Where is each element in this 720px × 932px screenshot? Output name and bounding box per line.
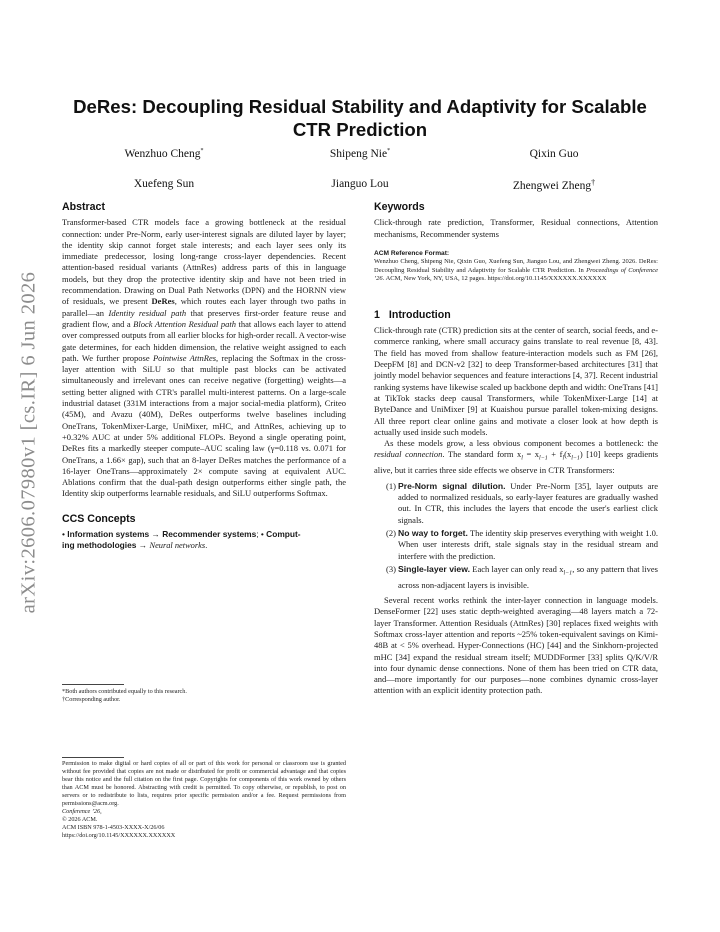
- list-item: (1) Pre-Norm signal dilution. Under Pre-Norm [35], layer outputs are added to normalized residuals, so early-layer features are gradually washed out. In CTR, this includes the layers that encode the user's earliest click signals.: [386, 480, 658, 525]
- permission-notice: Permission to make digital or hard copies of all or part of this work for personal or classroom use is granted without fee provided that copies are not made or distributed for profit or commercial advantage and that copies bear this notice and the full citation on the first page. Copyrights for components of this work owned by others than ACM must be honored. Abstracting with credit is permitted. To copy otherwise, or republish, to post on servers or to redistribute to lists, requires prior specific permission and/or a fee. Request permissions from permissions@acm.org. Conference ’26, © 2026 ACM. ACM ISBN 978-1-4503-XXXX-X/26/06 https://doi.org/10.1145/XXXXXX.XXXXXX: [62, 760, 346, 839]
- side-effects-list: [374, 481, 658, 591]
- footnotes: *Both authors contributed equally to this research. †Corresponding author.: [62, 688, 187, 703]
- author-name: Zhengwei Zheng†: [512, 178, 596, 192]
- abstract-heading: Abstract: [62, 201, 105, 213]
- introduction-heading: 1 Introduction: [374, 308, 451, 321]
- author-name: Qixin Guo: [529, 148, 579, 160]
- author-name: Xuefeng Sun: [133, 178, 195, 190]
- footnote-rule: [62, 684, 124, 685]
- abstract-text: Transformer-based CTR models face a growing bottleneck at the residual connection: under Pre-Norm, early user-interest signals are diluted layer by layer; the identity skip cannot forget stale interests; and each layer sees only its immediate predecessor, losing long-range cross-layer dependencies. Recent attention-based residual variants (AttnRes) address parts of this in language models, but they drop the protective identity skip and have not been tried in recommendation. Drawing on Dual Path Networks (DPN) and the HORNN view of residuals, we present DeRes, which routes each layer through two paths in parallel—an Identity residual path that preserves first-order feature reuse and gradient flow, and a Block Attention Residual path that allows each layer to attend over compressed outputs from all earlier blocks for high-order recall. A vector-wise gate determines, for each hidden dimension, the relative weight assigned to each path. We further propose Pointwise AttnRes, replacing the Softmax in the cross-layer attention with SiLU so that multiple past blocks can be activated simultaneously and irrelevant ones can receive negative (forgetting) weights—a setting better aligned with CTR's parallel multi-interest patterns. On a large-scale industrial dataset (331M interactions from a major social-media platform), Criteo (45M), and Avazu (40M), DeRes outperforms twelve baselines including OneTrans, TokenMixer-Large, UniMixer, mHC, and AttnRes, achieving up to +0.32% AUC at under 5% additional FLOPs. Beyond a single operating point, DeRes fits a markedly steeper compute–AUC scaling law (γ=0.118 vs. 0.071 for OneTrans, a 1.66× gap), such that an 8-layer DeRes matches the performance of a 16-layer OneTrans—approximately 2× compute saving at equivalent AUC. Ablations confirm that the dual-path design outperforms either single path, the Identity skip outperforms learnable residuals, and SiLU outperforms Softmax.: [62, 217, 347, 499]
- list-item: (3) Single-layer view. Each layer can only read $x_{l-1}$, so any pattern that lives across non-adjacent layers is invisible.: [386, 563, 658, 590]
- acm-reference-format: ACM Reference Format: Wenzhuo Cheng, Shipeng Nie, Qixin Guo, Xuefeng Sun, Jianguo Lou, and Zhengwei Zheng. 2026. DeRes: Decoupling Residual Stability and Adaptivity for Scalable CTR Prediction. In Proceedings of Conference ’26. ACM, New York, NY, USA, 12 pages. https://doi.org/10.1145/XXXXXX.XXXXXX: [374, 249, 658, 283]
- author-name: Shipeng Nie*: [329, 148, 391, 160]
- arxiv-sidebar-stamp: [10, 218, 48, 666]
- keywords-heading: Keywords: [374, 201, 425, 213]
- ccs-heading: CCS Concepts: [62, 512, 136, 525]
- intro-paragraph-1: Click-through rate (CTR) prediction sits at the center of search, social feeds, and e-commerce ranking, where small accuracy gains translate to real revenue [8, 43]. The field has moved from shallow feature-interaction models such as FM [26], DeepFM [8] and DCN-v2 [32] to deep Transformer-based architectures [31] that jointly model behavior sequences and feature interactions [4, 37]. Recent industrial ranking systems have likewise scaled up backbone depth and width: OneTrans [41] at TikTok stacks deep causal Transformers, while TokenMixer-Large [14] at ByteDance and UniMixer [9] at Kuaishou pursue parallel token-mixing designs. All three report clear online gains and motivate a closer look at how depth is actually used inside such models.: [374, 325, 658, 437]
- left-column: [62, 202, 346, 551]
- right-column: [374, 202, 658, 697]
- paper-title: DeRes: Decoupling Residual Stability and Adaptivity for Scalable CTR Prediction: [73, 96, 647, 140]
- author-name: Wenzhuo Cheng*: [124, 148, 204, 160]
- keywords-text: Click-through rate prediction, Transformer, Residual connections, Attention mechanisms, Recommender systems: [374, 217, 658, 239]
- list-item: (2) No way to forget. The identity skip preserves everything with weight 1.0. When user interests drift, stale signals stay in the residual stream and interfere with the prediction.: [386, 527, 658, 561]
- arxiv-identifier: arXiv:2606.07980v1 [cs.IR] 6 Jun 2026: [17, 271, 40, 613]
- ccs-concepts: • Information systems → Recommender systems; • Comput- ing methodologies → Neural networks.: [62, 529, 301, 551]
- intro-paragraph-2: As these models grow, a less obvious component becomes a bottleneck: the residual connection. The standard form $x_l = x_{l-1} + f_l(x_{l-1})$ [10] keeps gradients alive, but it carries three side effects we observe in CTR Transformers:: [374, 438, 659, 476]
- author-name: Jianguo Lou: [331, 178, 389, 190]
- intro-paragraph-3: Several recent works rethink the inter-layer connection in language models. DenseFormer [22] uses static depth-weighted averaging—48 layers match a 72-layer Transformer. Attention Residuals (AttnRes) [30] replaces fixed weights with Softmax cross-layer attention and reports ~25% token-equivalent savings on Kimi-48B at < 5% overhead. Hyper-Connections (HC) [44] and the Sinkhorn-projected mHC [34] expand the residual stream itself; MUDDFormer [33] splits Q/K/V/R into four dynamic dense connections. None of them has been tried on CTR data, and—more importantly for our purposes—none combines dynamic cross-layer attention with an explicit identity protection path.: [374, 595, 658, 696]
- permission-rule: [62, 757, 124, 758]
